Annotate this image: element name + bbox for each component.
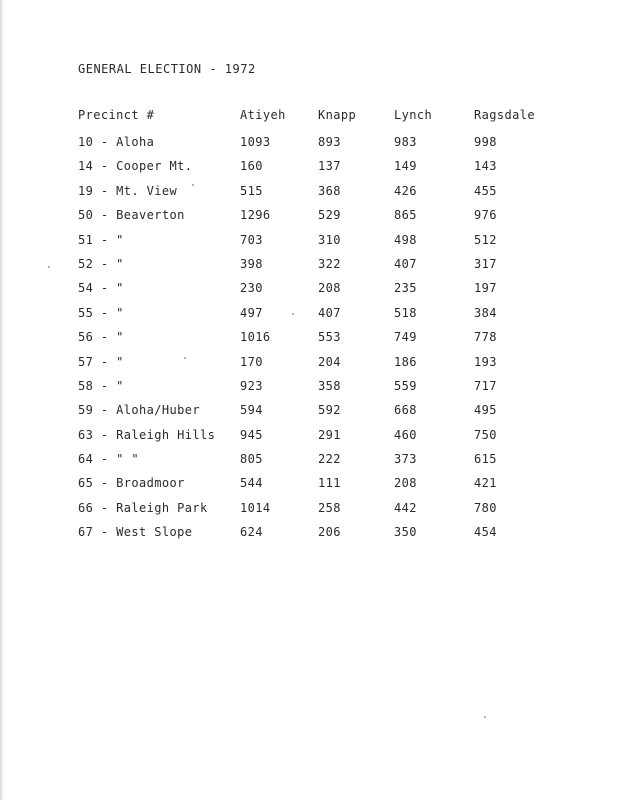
header-atiyeh: Atiyeh [240,108,286,122]
cell-ragsdale: 778 [474,330,497,345]
cell-lynch: 407 [394,256,417,271]
cell-precinct: 65 - Broadmoor [78,476,185,491]
cell-ragsdale: 780 [474,500,497,515]
table-row [78,184,548,208]
table-row [78,355,548,379]
cell-precinct: 56 - " [78,330,124,345]
table-row [78,501,548,525]
cell-knapp: 137 [318,159,341,174]
table-row [78,135,548,159]
cell-precinct: 63 - Raleigh Hills [78,427,216,442]
cell-atiyeh: 923 [240,378,263,393]
cell-ragsdale: 421 [474,476,497,491]
header-lynch: Lynch [394,108,433,122]
cell-precinct: 64 - " " [78,452,139,467]
cell-atiyeh: 805 [240,452,263,467]
cell-atiyeh: 1093 [240,135,271,149]
cell-atiyeh: 594 [240,403,263,418]
cell-precinct: 50 - Beaverton [78,208,185,223]
cell-knapp: 208 [318,281,341,296]
scan-speck [48,266,50,268]
cell-precinct: 58 - " [78,378,124,393]
cell-knapp: 111 [318,476,341,491]
cell-lynch: 442 [394,500,417,515]
cell-precinct: 57 - " [78,354,124,369]
cell-lynch: 149 [394,159,417,174]
cell-knapp: 204 [318,354,341,369]
cell-lynch: 983 [394,135,417,149]
cell-knapp: 592 [318,403,341,418]
cell-knapp: 322 [318,256,341,271]
cell-ragsdale: 717 [474,378,497,393]
cell-lynch: 559 [394,378,417,393]
table-row [78,159,548,183]
cell-lynch: 235 [394,281,417,296]
document-title: GENERAL ELECTION - 1972 [78,62,256,76]
cell-ragsdale: 998 [474,135,497,149]
cell-knapp: 407 [318,305,341,320]
cell-precinct: 59 - Aloha/Huber [78,403,200,418]
cell-lynch: 373 [394,452,417,467]
header-precinct: Precinct # [78,108,155,122]
cell-lynch: 460 [394,427,417,442]
table-row [78,452,548,476]
scan-speck [184,357,186,359]
cell-atiyeh: 544 [240,476,263,491]
table-row [78,379,548,403]
header-ragsdale: Ragsdale [474,108,535,122]
cell-knapp: 222 [318,452,341,467]
cell-atiyeh: 170 [240,354,263,369]
cell-precinct: 54 - " [78,281,124,296]
cell-knapp: 291 [318,427,341,442]
cell-lynch: 518 [394,305,417,320]
cell-atiyeh: 515 [240,183,263,198]
cell-atiyeh: 1014 [240,500,271,515]
table-row [78,208,548,232]
table-body [78,135,548,550]
cell-ragsdale: 495 [474,403,497,418]
cell-atiyeh: 703 [240,232,263,247]
cell-knapp: 310 [318,232,341,247]
cell-atiyeh: 624 [240,525,263,540]
table-row [78,257,548,281]
cell-knapp: 893 [318,135,341,149]
cell-lynch: 350 [394,525,417,540]
cell-knapp: 358 [318,378,341,393]
cell-ragsdale: 384 [474,305,497,320]
cell-lynch: 865 [394,208,417,223]
table-row [78,403,548,427]
cell-precinct: 67 - West Slope [78,525,193,540]
cell-knapp: 206 [318,525,341,540]
cell-ragsdale: 317 [474,256,497,271]
cell-atiyeh: 945 [240,427,263,442]
table-row [78,428,548,452]
cell-precinct: 51 - " [78,232,124,247]
cell-atiyeh: 160 [240,159,263,174]
table-row [78,233,548,257]
cell-precinct: 19 - Mt. View [78,183,178,198]
cell-atiyeh: 398 [240,256,263,271]
table-row [78,525,548,549]
scan-speck [484,716,486,718]
cell-atiyeh: 497 [240,305,263,320]
cell-lynch: 498 [394,232,417,247]
cell-lynch: 186 [394,354,417,369]
cell-ragsdale: 615 [474,452,497,467]
cell-atiyeh: 1016 [240,330,271,345]
cell-ragsdale: 976 [474,208,497,223]
cell-ragsdale: 197 [474,281,497,296]
cell-atiyeh: 1296 [240,208,271,223]
table-row [78,476,548,500]
cell-knapp: 553 [318,330,341,345]
scan-edge [0,0,4,800]
scan-speck [192,184,194,186]
cell-precinct: 55 - " [78,305,124,320]
scan-speck [292,313,294,315]
cell-precinct: 10 - Aloha [78,135,155,149]
cell-ragsdale: 454 [474,525,497,540]
cell-lynch: 426 [394,183,417,198]
cell-precinct: 52 - " [78,256,124,271]
cell-ragsdale: 455 [474,183,497,198]
cell-atiyeh: 230 [240,281,263,296]
cell-lynch: 749 [394,330,417,345]
table-row [78,281,548,305]
cell-knapp: 258 [318,500,341,515]
cell-ragsdale: 193 [474,354,497,369]
cell-ragsdale: 143 [474,159,497,174]
cell-knapp: 368 [318,183,341,198]
cell-precinct: 14 - Cooper Mt. [78,159,193,174]
table-header-row [78,108,548,135]
cell-lynch: 668 [394,403,417,418]
table-row [78,330,548,354]
cell-precinct: 66 - Raleigh Park [78,500,208,515]
cell-knapp: 529 [318,208,341,223]
table-row [78,306,548,330]
cell-ragsdale: 750 [474,427,497,442]
results-table [78,108,548,550]
cell-lynch: 208 [394,476,417,491]
header-knapp: Knapp [318,108,357,122]
cell-ragsdale: 512 [474,232,497,247]
